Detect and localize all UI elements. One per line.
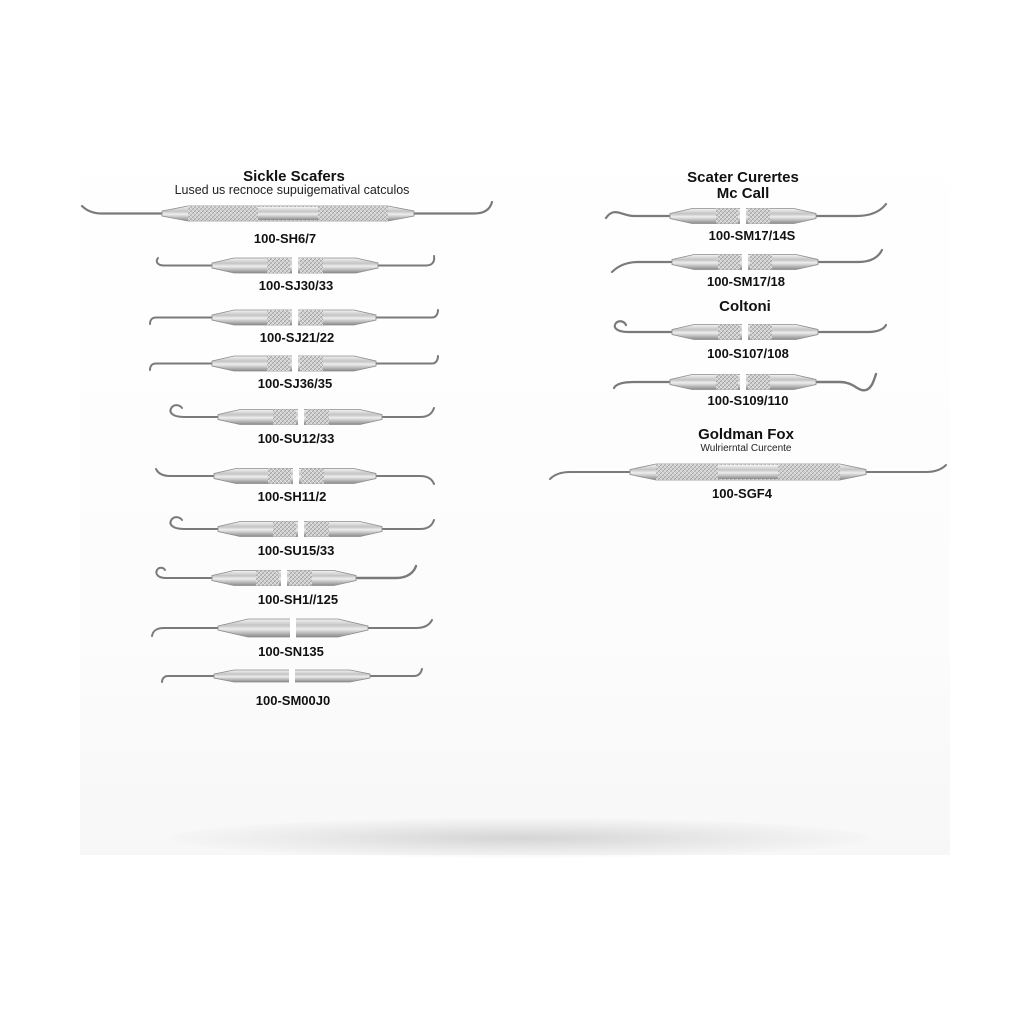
code-sj21-22: 100-SJ21/22 [259, 330, 335, 345]
scater-section-title-line2: Mc Call [716, 185, 770, 202]
instrument-sgf4 [548, 458, 948, 488]
code-sm17-14s: 100-SM17/14S [708, 228, 796, 243]
code-sj30-33: 100-SJ30/33 [258, 278, 334, 293]
code-su12-33: 100-SU12/33 [257, 431, 335, 446]
code-sh11-2: 100-SH11/2 [257, 489, 327, 504]
coltoni-section-title: Coltoni [719, 298, 771, 315]
goldman-section-title: Goldman Fox [698, 426, 794, 443]
instrument-sm00j0 [158, 664, 426, 690]
instrument-s107-108 [606, 316, 890, 348]
floor-shadow [170, 818, 870, 858]
instrument-sh11-2 [150, 462, 440, 492]
instrument-sh6-7 [78, 200, 498, 230]
instrument-sh1-125 [150, 562, 422, 594]
instrument-su12-33 [162, 402, 438, 434]
scater-section-title: Scater Curertes [687, 169, 799, 186]
code-sm00j0: 100-SM00J0 [255, 693, 331, 708]
instrument-sn135 [148, 614, 438, 644]
instrument-su15-33 [162, 514, 438, 546]
code-s107-108: 100-S107/108 [707, 346, 789, 361]
sickle-section-subtitle: Lused us recnoce supuigematival catculos [174, 183, 410, 197]
sickle-section-title: Sickle Scafers [243, 168, 345, 185]
code-s109-110: 100-S109/110 [707, 393, 789, 408]
code-sn135: 100-SN135 [258, 644, 324, 659]
code-sm17-18: 100-SM17/18 [706, 274, 786, 289]
goldman-section-subtitle: Wulrierntal Curcente [700, 443, 792, 454]
code-sj36-35: 100-SJ36/35 [257, 376, 333, 391]
code-sh6-7: 100-SH6/7 [253, 231, 317, 246]
code-su15-33: 100-SU15/33 [257, 543, 335, 558]
code-sgf4: 100-SGF4 [712, 486, 772, 501]
code-sh1-125: 100-SH1//125 [257, 592, 339, 607]
